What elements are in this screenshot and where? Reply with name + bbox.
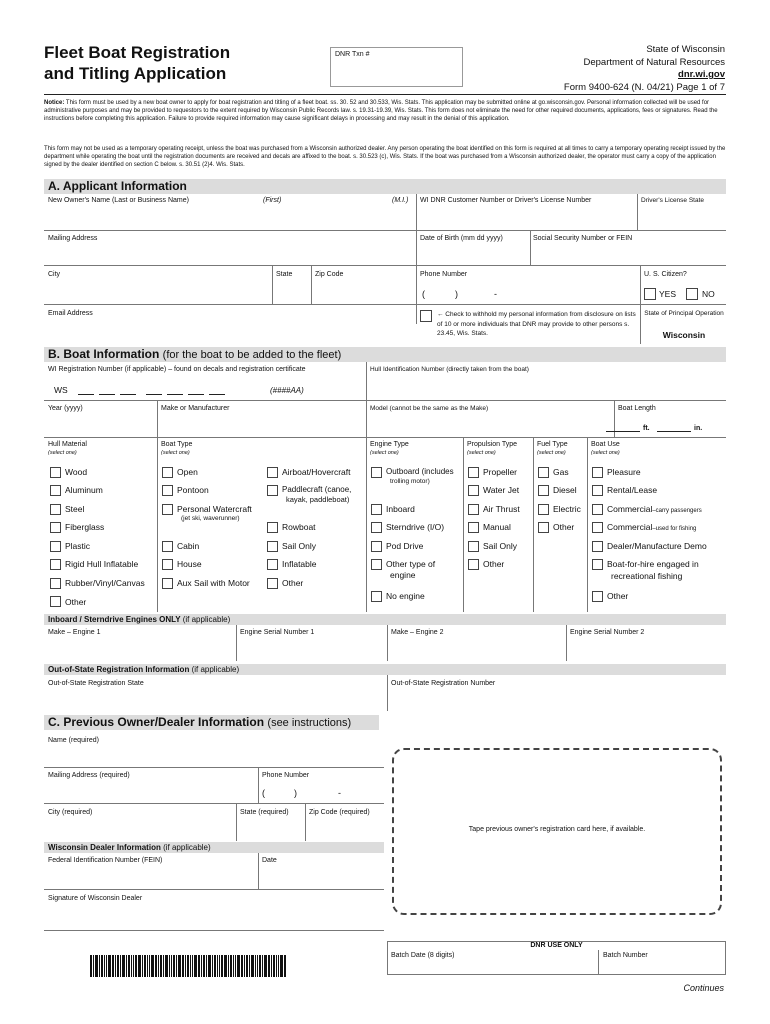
hull-rubber-label: Rubber/Vinyl/Canvas [65, 578, 145, 588]
state-name: State of Wisconsin [646, 44, 725, 55]
use-rental-label: Rental/Lease [607, 485, 658, 495]
col-divider [272, 265, 273, 304]
citizen-label: U. S. Citizen? [644, 271, 687, 278]
website-link[interactable]: dnr.wi.gov [678, 69, 725, 80]
state-label: State [276, 271, 293, 278]
use-commercial-fishing [607, 522, 696, 534]
fuel-label: Fuel Type [537, 441, 568, 448]
engine-pod-checkbox[interactable] [371, 541, 382, 552]
engine-type-label: Engine Type [370, 441, 409, 448]
hull-id-label: Hull Identification Number (directly taken from the boat) [370, 366, 529, 373]
type-paddlecraft-label: Paddlecraft (canoe, [282, 485, 352, 494]
prev-name-label: Name (required) [48, 737, 99, 744]
engine-outboard-note: trolling motor) [390, 478, 430, 485]
propulsion-label: Propulsion Type [467, 441, 518, 448]
engine-outboard-label: Outboard (includes [386, 467, 454, 476]
use-for-hire-note: recreational fishing [611, 571, 683, 581]
engine-sterndrive-checkbox[interactable] [371, 522, 382, 533]
use-dealer-demo-label: Dealer/Manufacture Demo [607, 541, 707, 551]
prop-manual-checkbox[interactable] [468, 522, 479, 533]
engine-inboard-label: Inboard [386, 504, 415, 514]
col-divider [366, 437, 367, 612]
type-sail-only-label: Sail Only [282, 541, 317, 551]
principal-op-value: Wisconsin [662, 330, 706, 340]
select-one: (select one) [591, 450, 620, 456]
prop-airthrust-label: Air Thrust [483, 504, 520, 514]
prev-mailing-label: Mailing Address (required) [48, 772, 130, 779]
prev-phone-label: Phone Number [262, 772, 310, 779]
type-pontoon-label: Pontoon [177, 485, 209, 495]
type-rowboat-checkbox[interactable] [267, 522, 278, 533]
col-divider [463, 437, 464, 612]
dl-state-label: Driver's License State [641, 197, 705, 204]
hull-aluminum-label: Aluminum [65, 485, 103, 495]
ws-format: (####AA) [270, 386, 304, 395]
row-divider [44, 304, 726, 305]
section-b-note: (for the boat to be added to the fleet) [162, 349, 342, 361]
type-other-label: Other [282, 578, 304, 588]
col-divider [236, 625, 237, 661]
engine-other-checkbox[interactable] [371, 559, 382, 570]
first-name-label: (First) [263, 197, 282, 204]
dealer-title: Wisconsin Dealer Information [48, 843, 161, 852]
barcode [90, 955, 354, 977]
hull-other-label: Other [65, 597, 87, 607]
use-dealer-demo-checkbox[interactable] [592, 541, 603, 552]
ft-label: ft. [643, 425, 650, 432]
fuel-electric-checkbox[interactable] [538, 504, 549, 515]
use-for-hire-label: Boat-for-hire engaged in [607, 559, 699, 569]
type-airboat-label: Airboat/Hovercraft [282, 467, 351, 477]
city-label: City [48, 271, 61, 278]
section-c-note: (see instructions) [267, 717, 352, 729]
type-cabin-label: Cabin [177, 541, 200, 551]
citizen-no-label: NO [702, 289, 715, 299]
customer-number-label: WI DNR Customer Number or Driver's License Number [420, 197, 592, 204]
ws-blank[interactable] [188, 394, 204, 395]
type-pwc-note: (jet ski, waverunner) [181, 515, 240, 522]
select-one: (select one) [537, 450, 566, 456]
prop-sail-label: Sail Only [483, 541, 518, 551]
select-one: (select one) [48, 450, 77, 456]
fuel-other-checkbox[interactable] [538, 522, 549, 533]
mailing-address-label: Mailing Address [48, 235, 98, 242]
hull-aluminum-checkbox[interactable] [50, 485, 61, 496]
engine-other-note: engine [390, 570, 416, 580]
row-divider [44, 930, 384, 931]
type-sail-only-checkbox[interactable] [267, 541, 278, 552]
type-house-checkbox[interactable] [162, 559, 173, 570]
type-rowboat-label: Rowboat [282, 522, 316, 532]
col-divider [157, 400, 158, 437]
engine-other-label: Other type of [386, 559, 436, 569]
col-divider [598, 950, 599, 975]
ws-blank[interactable] [78, 394, 94, 395]
notice-text: This form must be used by a new boat owner to apply for boat registration and titling of a fleet boat. ss. 30. 52 and 30.533, Wis. Stats. This application may be submitted online at go.wisconsin.gov. Personal information collected will be used for administrative purposes and may be provided to requestors to the extent required by Wisconsin Public Records law. s. 19.31-19.39, Wis. Stats. This form does not eliminate the need for other required documents, applications, fees or signatures. Read the instructions before completing this application. Failure to provide required information may cause significant delays in processing and may result in the denial of this application. [44, 100, 718, 123]
type-airboat-checkbox[interactable] [267, 467, 278, 478]
type-pontoon-checkbox[interactable] [162, 485, 173, 496]
hull-rigid-inflatable-label: Rigid Hull Inflatable [65, 559, 139, 569]
type-pwc-checkbox[interactable] [162, 504, 173, 515]
phone-close-paren: ) [455, 289, 458, 299]
prev-phone-close: ) [294, 788, 297, 798]
engine1-make-label: Make – Engine 1 [48, 629, 101, 636]
prev-city-label: City (required) [48, 809, 93, 816]
engine-pod-label: Pod Drive [386, 541, 424, 551]
dealer-header [44, 842, 384, 853]
wi-reg-label: WI Registration Number (if applicable) – found on decals and registration certificate [48, 366, 306, 373]
title-line1: Fleet Boat Registration [44, 43, 231, 62]
row-divider [44, 230, 726, 231]
section-c-title: C. Previous Owner/Dealer Information [48, 715, 265, 729]
citizen-yes-checkbox[interactable] [644, 288, 656, 300]
hull-other-checkbox[interactable] [50, 596, 61, 607]
hull-rigid-inflatable-checkbox[interactable] [50, 559, 61, 570]
prop-waterjet-label: Water Jet [483, 485, 520, 495]
type-open-label: Open [177, 467, 198, 477]
select-one: (select one) [161, 450, 190, 456]
use-for-hire-checkbox[interactable] [592, 559, 603, 570]
batch-number-label: Batch Number [603, 952, 648, 959]
prop-waterjet-checkbox[interactable] [468, 485, 479, 496]
dealer-signature-label: Signature of Wisconsin Dealer [48, 895, 143, 902]
dealer-date-label: Date [262, 857, 277, 864]
section-a-header [44, 179, 726, 194]
hull-plastic-label: Plastic [65, 541, 91, 551]
use-pleasure-label: Pleasure [607, 467, 641, 477]
tape-instruction: Tape previous owner's registration card here, if available. [468, 826, 646, 833]
hull-steel-label: Steel [65, 504, 85, 514]
fuel-diesel-checkbox[interactable] [538, 485, 549, 496]
section-c-header [44, 715, 379, 730]
col-divider [530, 230, 531, 265]
notice-label: Notice: [44, 100, 65, 106]
ssn-label: Social Security Number or FEIN [533, 235, 633, 242]
col-divider [157, 437, 158, 612]
select-one: (select one) [467, 450, 496, 456]
engine-none-label: No engine [386, 591, 425, 601]
type-other-checkbox[interactable] [267, 578, 278, 589]
model-label: Model (cannot be the same as the Make) [370, 405, 489, 412]
prop-manual-label: Manual [483, 522, 511, 532]
citizen-no-checkbox[interactable] [686, 288, 698, 300]
section-a-title: A. Applicant Information [48, 179, 187, 193]
owner-name-label [48, 196, 189, 205]
type-house-label: House [177, 559, 202, 569]
type-pwc-label: Personal Watercraft [177, 504, 252, 514]
oos-title: Out-of-State Registration Information [48, 665, 190, 674]
use-other-checkbox[interactable] [592, 591, 603, 602]
hull-rubber-checkbox[interactable] [50, 578, 61, 589]
mi-label: (M.I.) [392, 197, 409, 204]
use-commercial-note: –carry passengers [652, 508, 702, 514]
col-divider [640, 265, 641, 304]
col-divider [258, 853, 259, 889]
make-label: Make or Manufacturer [161, 405, 230, 412]
prop-propeller-label: Propeller [483, 467, 518, 477]
engine2-make-label: Make – Engine 2 [391, 629, 444, 636]
use-commercial-note: –used for fishing [652, 526, 697, 532]
col-divider [566, 625, 567, 661]
hull-wood-label: Wood [65, 467, 88, 477]
length-ft-blank[interactable] [606, 431, 640, 432]
select-one: (select one) [370, 450, 399, 456]
phone-dash: - [494, 289, 497, 299]
title-line2: and Titling Application [44, 64, 227, 83]
row-divider [44, 803, 384, 804]
withhold-checkbox[interactable] [420, 310, 432, 322]
prev-phone-open: ( [262, 788, 265, 798]
engine-outboard-checkbox[interactable] [371, 467, 382, 478]
txn-label: DNR Txn # [335, 51, 370, 58]
type-open-checkbox[interactable] [162, 467, 173, 478]
dnr-use-label: DNR USE ONLY [530, 942, 583, 949]
col-divider [305, 803, 306, 841]
citizen-yes-label: YES [659, 289, 677, 299]
agency-block [564, 44, 725, 94]
type-paddlecraft-note: kayak, paddleboat) [286, 495, 350, 504]
form-title [44, 42, 284, 84]
length-in-blank[interactable] [657, 431, 691, 432]
use-commercial-passengers-checkbox[interactable] [592, 504, 603, 515]
oos-header [44, 664, 726, 675]
ws-blank[interactable] [167, 394, 183, 395]
header-divider [44, 94, 726, 95]
col-divider [387, 625, 388, 661]
fuel-diesel-label: Diesel [553, 485, 577, 495]
col-divider [366, 362, 367, 400]
type-paddlecraft-checkbox[interactable] [267, 485, 278, 496]
owner-name-text: New Owner's Name (Last or Business Name) [48, 197, 189, 204]
ws-blank[interactable] [99, 394, 115, 395]
length-label: Boat Length [618, 405, 656, 412]
row-divider [44, 889, 384, 890]
phone-label: Phone Number [420, 271, 468, 278]
engine1-serial-label: Engine Serial Number 1 [240, 629, 315, 636]
prop-airthrust-checkbox[interactable] [468, 504, 479, 515]
inboard-header [44, 614, 726, 625]
type-aux-sail-checkbox[interactable] [162, 578, 173, 589]
hull-material-label: Hull Material [48, 441, 87, 448]
prop-sail-checkbox[interactable] [468, 541, 479, 552]
row-divider [44, 437, 726, 438]
col-divider [533, 437, 534, 612]
principal-op-label: State of Principal Operation [644, 310, 724, 317]
use-commercial-label: Commercial [607, 522, 653, 532]
department-name: Department of Natural Resources [583, 56, 725, 68]
boat-type-label: Boat Type [161, 441, 193, 448]
type-cabin-checkbox[interactable] [162, 541, 173, 552]
engine-none-checkbox[interactable] [371, 591, 382, 602]
prop-other-checkbox[interactable] [468, 559, 479, 570]
notice-paragraph [44, 99, 726, 124]
in-label: in. [694, 425, 703, 432]
section-b-header [44, 347, 726, 362]
row-divider [44, 400, 726, 401]
prop-propeller-checkbox[interactable] [468, 467, 479, 478]
use-commercial-label: Commercial [607, 504, 653, 514]
use-pleasure-checkbox[interactable] [592, 467, 603, 478]
type-inflatable-checkbox[interactable] [267, 559, 278, 570]
prev-zip-label: Zip Code (required) [309, 809, 370, 816]
section-b-title: B. Boat Information [48, 347, 160, 361]
type-aux-sail-label: Aux Sail with Motor [177, 578, 250, 588]
ws-prefix: WS [54, 385, 68, 395]
fuel-gas-label: Gas [553, 467, 569, 477]
continues-label: Continues [683, 983, 724, 993]
hull-fiberglass-checkbox[interactable] [50, 522, 61, 533]
dealer-note: (if applicable) [163, 843, 211, 852]
col-divider [236, 803, 237, 841]
oos-number-label: Out-of-State Registration Number [391, 680, 496, 687]
hull-wood-checkbox[interactable] [50, 467, 61, 478]
ws-blank[interactable] [209, 394, 225, 395]
phone-open-paren: ( [422, 289, 425, 299]
batch-date-label: Batch Date (8 digits) [391, 952, 455, 959]
row-divider [44, 767, 384, 768]
email-label: Email Address [48, 310, 93, 317]
engine-sterndrive-label: Sterndrive (I/O) [386, 522, 445, 532]
year-label: Year (yyyy) [48, 405, 83, 412]
ws-blank[interactable] [120, 394, 136, 395]
col-divider [366, 400, 367, 437]
zip-label: Zip Code [315, 271, 344, 278]
row-divider [44, 265, 726, 266]
operating-receipt-paragraph: This form may not be used as a temporary operating receipt, unless the boat was purchased from a Wisconsin authorized dealer. Any person operating the boat identified on this form is required at all times to carry a temporary operating receipt issued by the department while operating the boat until the registration documents are received and decals are affixed to the boat. s. 30.523 (c), Wis. Stats. If the boat was purchased from a Wisconsin authorized dealer, the operator must carry a copy of the application signed by the dealer identified on section C below. s. 30.51 (2)4. Wis. Stats. [44, 146, 726, 169]
inboard-title: Inboard / Sterndrive Engines ONLY [48, 615, 181, 624]
col-divider [587, 437, 588, 612]
hull-plastic-checkbox[interactable] [50, 541, 61, 552]
fuel-gas-checkbox[interactable] [538, 467, 549, 478]
use-commercial-fishing-checkbox[interactable] [592, 522, 603, 533]
dob-label: Date of Birth (mm dd yyyy) [420, 235, 503, 242]
col-divider [387, 675, 388, 711]
ws-blank[interactable] [146, 394, 162, 395]
fuel-electric-label: Electric [553, 504, 581, 514]
prev-phone-dash: - [338, 788, 341, 798]
hull-fiberglass-label: Fiberglass [65, 522, 105, 532]
oos-note: (if applicable) [191, 665, 240, 674]
engine2-serial-label: Engine Serial Number 2 [570, 629, 645, 636]
withhold-text: ← Check to withhold my personal information from disclosure on lists of 10 or more individuals that DNR may provide to other persons s. 23.45, Wis. Stats. [437, 311, 636, 337]
oos-state-label: Out-of-State Registration State [48, 680, 144, 687]
use-other-label: Other [607, 591, 629, 601]
fein-label: Federal Identification Number (FEIN) [48, 857, 163, 864]
prop-other-label: Other [483, 559, 505, 569]
use-label: Boat Use [591, 441, 620, 448]
col-divider [640, 304, 641, 344]
inboard-note: (if applicable) [182, 615, 231, 624]
form-number: Form 9400-624 (N. 04/21) Page 1 of 7 [563, 81, 725, 93]
type-inflatable-label: Inflatable [282, 559, 317, 569]
use-rental-checkbox[interactable] [592, 485, 603, 496]
use-commercial-passengers [607, 504, 702, 516]
col-divider [311, 265, 312, 304]
engine-inboard-checkbox[interactable] [371, 504, 382, 515]
fuel-other-label: Other [553, 522, 575, 532]
prev-state-label: State (required) [240, 809, 289, 816]
dnr-txn-box[interactable] [330, 47, 463, 87]
hull-steel-checkbox[interactable] [50, 504, 61, 515]
col-divider [637, 194, 638, 230]
col-divider [258, 767, 259, 803]
